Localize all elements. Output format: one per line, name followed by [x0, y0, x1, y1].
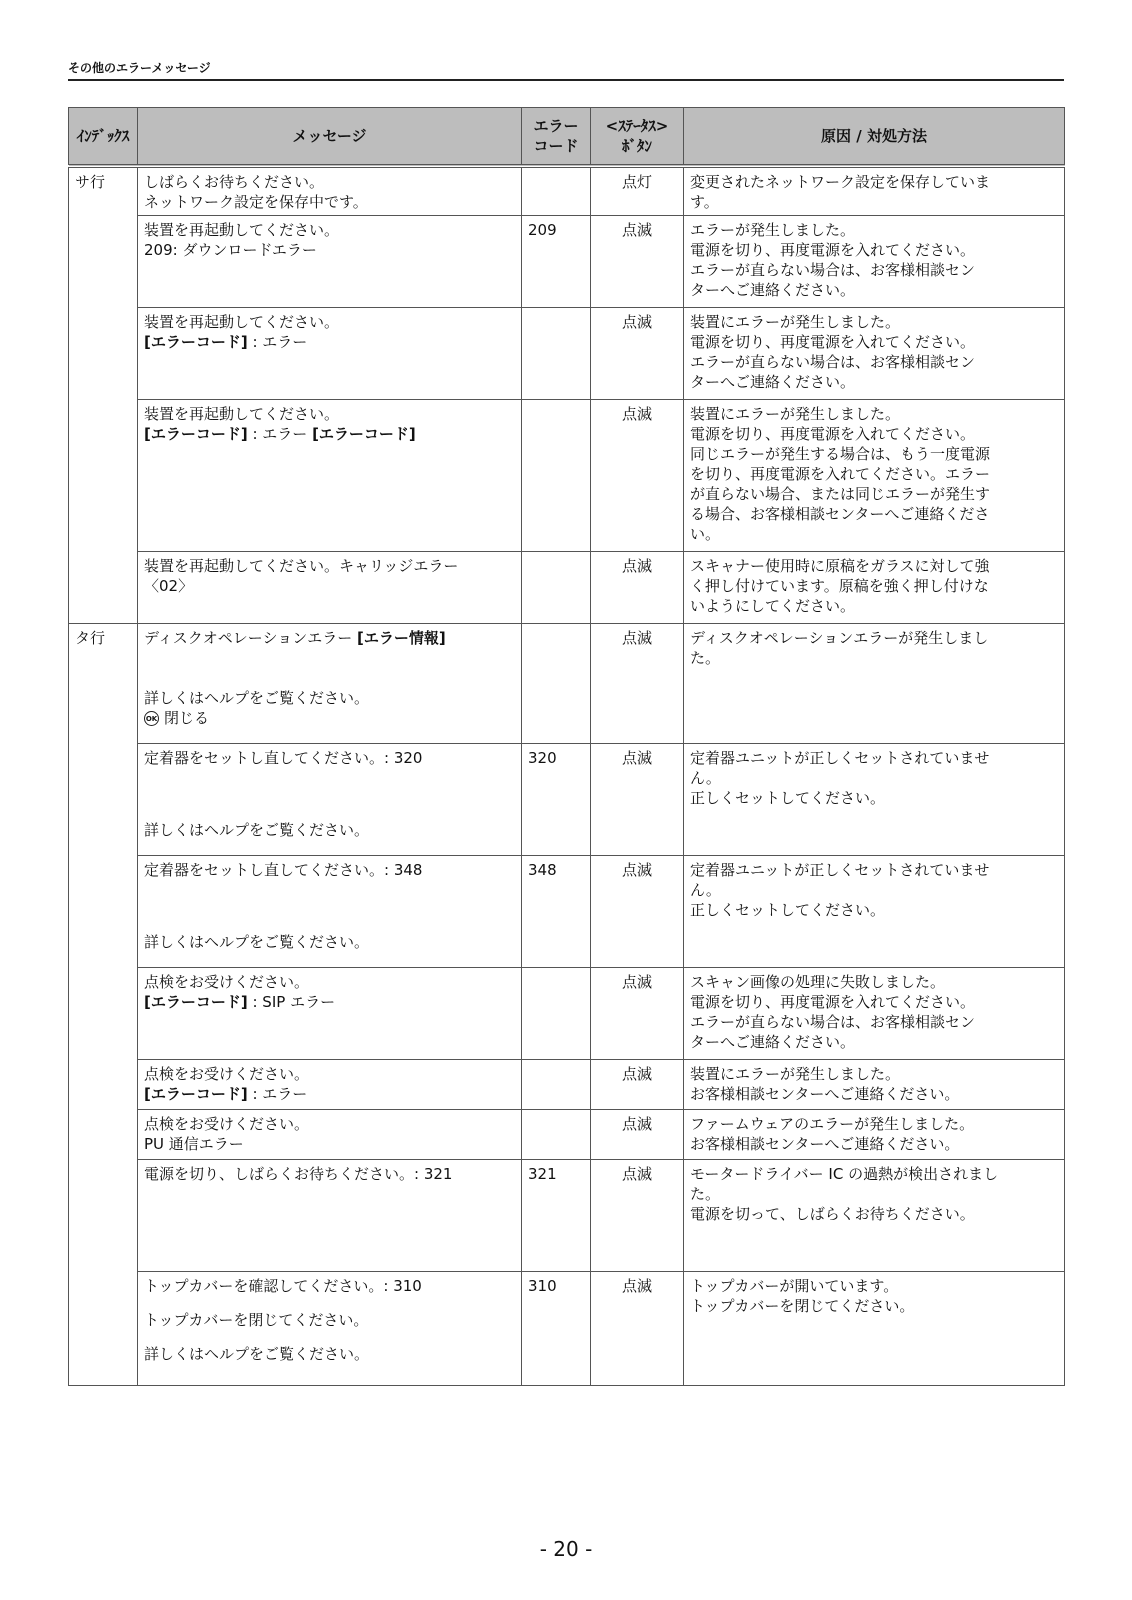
message-line: 装置を再起動してください。 — [144, 313, 340, 331]
message-cell — [138, 744, 522, 856]
message-line: 209: ダウンロードエラー — [144, 241, 317, 259]
table-row — [69, 400, 1065, 552]
error-code-placeholder: [エラーコード] — [144, 425, 248, 443]
message-line: 点検をお受けください。 — [144, 1065, 310, 1083]
message-cell — [138, 216, 522, 308]
message-cell — [138, 1160, 522, 1272]
cause-line: 同じエラーが発生する場合は、もう一度電源 — [690, 445, 991, 463]
message-cell — [138, 1060, 522, 1110]
cause-line: 定着器ユニットが正しくセットされていませ — [690, 749, 990, 767]
cause-line: お客様相談センターへご連絡ください。 — [690, 1085, 960, 1103]
cause-line: トップカバーが開いています。 — [690, 1277, 899, 1295]
error-message-table — [68, 107, 1065, 1386]
cause-line: お客様相談センターへご連絡ください。 — [690, 1135, 960, 1153]
status-cell: 点灯 — [591, 166, 684, 216]
message-cell — [138, 552, 522, 624]
status-cell: 点滅 — [591, 400, 684, 552]
cause-line: る場合、お客様相談センターへご連絡くださ — [690, 505, 990, 523]
cause-cell — [684, 1060, 1065, 1110]
table-row — [69, 624, 1065, 744]
message-line: しばらくお待ちください。 — [144, 173, 325, 191]
message-fragment: : エラー — [247, 1085, 308, 1103]
table-row — [69, 308, 1065, 400]
table-row — [69, 1272, 1065, 1386]
cause-line: エラーが直らない場合は、お客様相談セン — [690, 261, 976, 279]
message-fragment: ディスクオペレーションエラー — [144, 629, 357, 647]
table-row — [69, 552, 1065, 624]
message-cell — [138, 624, 522, 744]
message-line: 装置を再起動してください。 — [144, 221, 340, 239]
message-line — [144, 628, 515, 648]
cause-cell — [684, 1110, 1065, 1160]
cause-line: 装置にエラーが発生しました。 — [690, 405, 901, 423]
cause-line: 電源を切り、再度電源を入れてください。 — [690, 425, 976, 443]
error-info-placeholder: [エラー情報] — [356, 629, 446, 647]
error-code-cell — [522, 968, 591, 1060]
table-row — [69, 166, 1065, 216]
message-line: 〈02〉 — [144, 577, 194, 595]
message-line — [144, 424, 515, 444]
error-code-cell — [522, 552, 591, 624]
cause-line: 電源を切り、再度電源を入れてください。 — [690, 241, 976, 259]
message-cell — [138, 1110, 522, 1160]
cause-cell — [684, 744, 1065, 856]
message-line — [144, 992, 515, 1012]
status-cell: 点滅 — [591, 1110, 684, 1160]
table-row — [69, 216, 1065, 308]
page-number: - 20 - — [539, 1537, 593, 1561]
cause-line: トップカバーを閉じてください。 — [690, 1297, 915, 1315]
error-code-cell — [522, 166, 591, 216]
status-cell: 点滅 — [591, 744, 684, 856]
cause-cell — [684, 166, 1065, 216]
header-status-button — [591, 108, 684, 167]
message-line: 点検をお受けください。 — [144, 1115, 310, 1133]
header-cause-remedy: 原因 / 対処方法 — [684, 108, 1065, 167]
table-row — [69, 1110, 1065, 1160]
error-code-cell — [522, 624, 591, 744]
error-code-cell: 321 — [522, 1160, 591, 1272]
message-cell — [138, 166, 522, 216]
status-cell: 点滅 — [591, 968, 684, 1060]
message-line: 点検をお受けください。 — [144, 973, 310, 991]
message-line: 定着器をセットし直してください。: 320 — [144, 749, 423, 767]
cause-line: エラーが直らない場合は、お客様相談セン — [690, 1013, 976, 1031]
cause-line: ターへご連絡ください。 — [690, 1033, 856, 1051]
table-row — [69, 1160, 1065, 1272]
message-cell — [138, 968, 522, 1060]
error-code-placeholder: [エラーコード] — [144, 993, 248, 1011]
header-status-line2: ﾎﾞﾀﾝ — [621, 137, 652, 155]
cause-line: ん。 — [690, 881, 721, 899]
ok-button-icon: OK — [144, 711, 159, 726]
message-line: 電源を切り、しばらくお待ちください。: 321 — [144, 1165, 453, 1183]
status-cell: 点滅 — [591, 1272, 684, 1386]
error-code-placeholder: [エラーコード] — [312, 425, 416, 443]
cause-cell — [684, 624, 1065, 744]
error-code-cell: 310 — [522, 1272, 591, 1386]
cause-line: 変更されたネットワーク設定を保存していま — [690, 173, 991, 191]
group-index-sa: サ行 — [69, 166, 138, 624]
table-row — [69, 968, 1065, 1060]
message-fragment: : SIP エラー — [247, 993, 336, 1011]
error-code-placeholder: [エラーコード] — [144, 1085, 248, 1103]
cause-line: 電源を切り、再度電源を入れてください。 — [690, 993, 976, 1011]
cause-line: ん。 — [690, 769, 721, 787]
message-line: 装置を再起動してください。キャリッジエラー — [144, 557, 459, 575]
error-code-placeholder: [エラーコード] — [144, 333, 248, 351]
message-line: 定着器をセットし直してください。: 348 — [144, 861, 423, 879]
cause-cell — [684, 400, 1065, 552]
cause-line: す。 — [690, 193, 719, 211]
cause-line: が直らない場合、または同じエラーが発生す — [690, 485, 991, 503]
message-fragment: : エラー — [247, 333, 308, 351]
message-fragment: : エラー — [247, 425, 313, 443]
section-rule — [68, 79, 1064, 81]
message-line — [144, 1084, 515, 1104]
cause-line: く押し付けています。原稿を強く押し付けな — [690, 577, 989, 595]
message-cell — [138, 856, 522, 968]
header-status-line1: <ｽﾃｰﾀｽ> — [605, 117, 669, 135]
cause-line: た。 — [690, 1185, 721, 1203]
message-cell — [138, 308, 522, 400]
status-cell: 点滅 — [591, 1060, 684, 1110]
header-error-code-line2: コード — [533, 137, 579, 155]
cause-line: い。 — [690, 525, 721, 543]
header-error-code — [522, 108, 591, 167]
cause-line: ターへご連絡ください。 — [690, 281, 856, 299]
message-line: 詳しくはヘルプをご覧ください。 — [144, 689, 370, 707]
error-code-cell — [522, 1060, 591, 1110]
table-row — [69, 744, 1065, 856]
cause-line: エラーが発生しました。 — [690, 221, 856, 239]
status-cell: 点滅 — [591, 308, 684, 400]
table-row — [69, 856, 1065, 968]
cause-line: た。 — [690, 649, 721, 667]
status-cell: 点滅 — [591, 1160, 684, 1272]
message-line: 詳しくはヘルプをご覧ください。 — [144, 821, 370, 839]
cause-cell — [684, 1272, 1065, 1386]
status-cell: 点滅 — [591, 856, 684, 968]
message-line — [144, 332, 515, 352]
message-line: ネットワーク設定を保存中です。 — [144, 193, 368, 211]
cause-line: ディスクオペレーションエラーが発生しまし — [690, 629, 989, 647]
cause-line: 正しくセットしてください。 — [690, 789, 886, 807]
close-label: 閉じる — [164, 709, 210, 727]
cause-line: エラーが直らない場合は、お客様相談セン — [690, 353, 976, 371]
message-line — [144, 708, 515, 728]
cause-line: 電源を切り、再度電源を入れてください。 — [690, 333, 976, 351]
header-error-code-line1: エラー — [533, 117, 579, 135]
cause-cell — [684, 1160, 1065, 1272]
status-cell: 点滅 — [591, 552, 684, 624]
cause-line: スキャナー使用時に原稿をガラスに対して強 — [690, 557, 990, 575]
error-code-cell: 320 — [522, 744, 591, 856]
cause-line: 定着器ユニットが正しくセットされていませ — [690, 861, 990, 879]
message-line: トップカバーを閉じてください。 — [144, 1311, 369, 1329]
message-line: PU 通信エラー — [144, 1135, 244, 1153]
cause-cell — [684, 856, 1065, 968]
cause-line: スキャン画像の処理に失敗しました。 — [690, 973, 946, 991]
error-code-cell — [522, 1110, 591, 1160]
cause-line: ターへご連絡ください。 — [690, 373, 856, 391]
cause-line: 正しくセットしてください。 — [690, 901, 886, 919]
message-line: 詳しくはヘルプをご覧ください。 — [144, 933, 370, 951]
cause-line: 装置にエラーが発生しました。 — [690, 1065, 901, 1083]
status-cell: 点滅 — [591, 624, 684, 744]
cause-line: 装置にエラーが発生しました。 — [690, 313, 901, 331]
table-header-row — [69, 108, 1065, 167]
message-line: トップカバーを確認してください。: 310 — [144, 1277, 422, 1295]
table-row — [69, 1060, 1065, 1110]
cause-cell — [684, 308, 1065, 400]
cause-line: を切り、再度電源を入れてください。エラー — [690, 465, 991, 483]
message-line: 詳しくはヘルプをご覧ください。 — [144, 1345, 370, 1363]
group-index-ta: タ行 — [69, 624, 138, 1386]
cause-line: 電源を切って、しばらくお待ちください。 — [690, 1205, 975, 1223]
cause-cell — [684, 968, 1065, 1060]
header-index: ｲﾝﾃﾞｯｸｽ — [69, 108, 138, 167]
cause-line: モータードライバー IC の過熱が検出されまし — [690, 1165, 999, 1183]
error-code-cell: 209 — [522, 216, 591, 308]
error-code-cell: 348 — [522, 856, 591, 968]
status-cell: 点滅 — [591, 216, 684, 308]
message-cell — [138, 400, 522, 552]
cause-cell — [684, 216, 1065, 308]
section-title: その他のエラーメッセージ — [68, 61, 211, 75]
header-message: メッセージ — [138, 108, 522, 167]
cause-cell — [684, 552, 1065, 624]
error-code-cell — [522, 400, 591, 552]
message-line: 装置を再起動してください。 — [144, 405, 340, 423]
cause-line: いようにしてください。 — [690, 597, 856, 615]
error-code-cell — [522, 308, 591, 400]
cause-line: ファームウェアのエラーが発生しました。 — [690, 1115, 975, 1133]
message-cell — [138, 1272, 522, 1386]
